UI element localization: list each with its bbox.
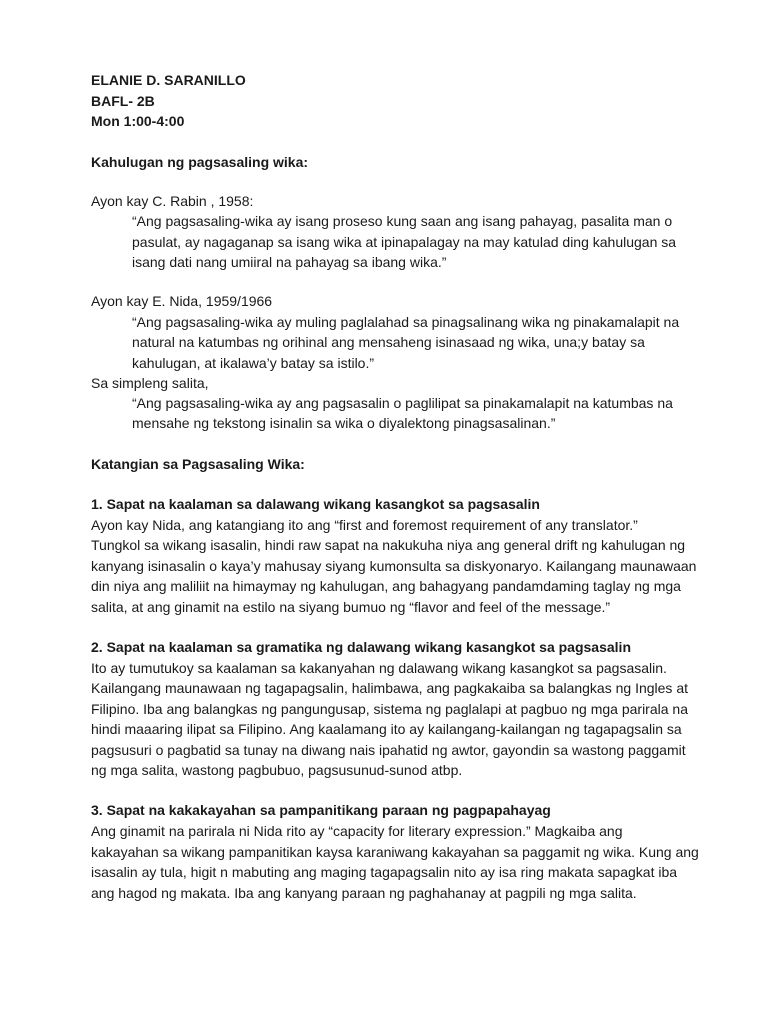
nida-quote-line: kahulugan, at ikalawa’y batay sa istilo.” <box>132 355 375 371</box>
schedule-label: Mon 1:00-4:00 <box>91 113 185 129</box>
nida-quote-line: “Ang pagsasaling-wika ay muling paglalahad sa pinagsalinang wika ng pinakamalapit na <box>132 314 680 330</box>
characteristic-line: ng mga salita, wastong pagbubuo, pagsusunud-sunod atbp. <box>91 762 463 778</box>
nida-quote-line: natural na katumbas ng orihinal ang mensaheng isinasaad ng wika, una;y batay sa <box>132 334 645 350</box>
rabin-quote-line: “Ang pagsasaling-wika ay isang proseso kung saan ang isang pahayag, pasalita man o <box>132 213 673 229</box>
characteristic-line: isasalin ay tula, higit n mabuting ang maging tagapagsalin nito ay isa ring makata sapagkat iba <box>91 864 678 880</box>
characteristic-line: Ang ginamit na parirala ni Nida rito ay “capacity for literary expression.” Magkaiba ang <box>91 823 623 839</box>
characteristic-line: kakayahan sa wikang pampanitikan kaysa karaniwang kakayahan sa paggamit ng wika. Kung ang <box>91 844 699 860</box>
nida-attribution: Ayon kay E. Nida, 1959/1966 <box>91 293 273 309</box>
characteristic-title: 3. Sapat na kakakayahan sa pampanitikang paraan ng pagpapahayag <box>91 802 551 818</box>
simple-quote-line: “Ang pagsasaling-wika ay ang pagsasalin o paglilipat sa pinakamalapit na katumbas na <box>132 395 673 411</box>
characteristic-line: Tungkol sa wikang isasalin, hindi raw sapat na nakukuha niya ang general drift ng kahulugan ng <box>91 537 686 553</box>
author-name: ELANIE D. SARANILLO <box>91 72 246 88</box>
characteristic-line: Ito ay tumutukoy sa kaalaman sa kakanyahan ng dalawang wikang kasangkot sa pagsasalin. <box>91 660 667 676</box>
characteristic-line: Kailangang maunawaan ng tagapagsalin, halimbawa, ang pagkakaiba sa balangkas ng Ingles at <box>91 680 688 696</box>
characteristic-line: Filipino. Iba ang balangkas ng pangungusap, sistema ng paglalapi at pagbuo ng mga parirala na <box>91 701 688 717</box>
characteristic-line: ang hagod ng makata. Iba ang kanyang paraan ng paghahanay at pagpili ng mga salita. <box>91 885 637 901</box>
characteristic-line: kanyang isinasalin o kaya’y mahusay siyang kumonsulta sa diskyonaryo. Kailangang maunawaan <box>91 558 697 574</box>
characteristic-line: pagsusuri o pagbatid sa tunay na diwang nais ipahatid ng awtor, gayondin sa wastong paggamit <box>91 742 686 758</box>
definition-heading: Kahulugan ng pagsasaling wika: <box>91 154 309 170</box>
simple-attribution: Sa simpleng salita, <box>91 375 209 391</box>
characteristic-line: Ayon kay Nida, ang katangiang ito ang “first and foremost requirement of any translator.” <box>91 517 638 533</box>
characteristic-title: 1. Sapat na kaalaman sa dalawang wikang kasangkot sa pagsasalin <box>91 496 540 512</box>
characteristic-line: hindi maaaring ilipat sa Filipino. Ang kaalamang ito ay kailangang-kailangan ng tagapagsalin sa <box>91 721 682 737</box>
characteristic-line: din niya ang maliliit na himaymay ng kahulugan, ang bahagyang pandamdaming taglay ng mga <box>91 578 681 594</box>
section-label: BAFL- 2B <box>91 93 155 109</box>
characteristic-title: 2. Sapat na kaalaman sa gramatika ng dalawang wikang kasangkot sa pagsasalin <box>91 639 631 655</box>
simple-quote-line: mensahe ng tekstong isinalin sa wika o diyalektong pinagsasalinan.” <box>132 415 556 431</box>
rabin-quote-line: pasulat, ay nagaganap sa isang wika at ipinapalagay na may katulad ding kahulugan sa <box>132 234 677 250</box>
rabin-attribution: Ayon kay C. Rabin , 1958: <box>91 193 254 209</box>
rabin-quote-line: isang dati nang umiiral na pahayag sa ibang wika.” <box>132 254 447 270</box>
characteristics-heading: Katangian sa Pagsasaling Wika: <box>91 456 305 472</box>
characteristic-line: salita, at ang ginamit na estilo na siyang bumuo ng “flavor and feel of the message.” <box>91 599 611 615</box>
